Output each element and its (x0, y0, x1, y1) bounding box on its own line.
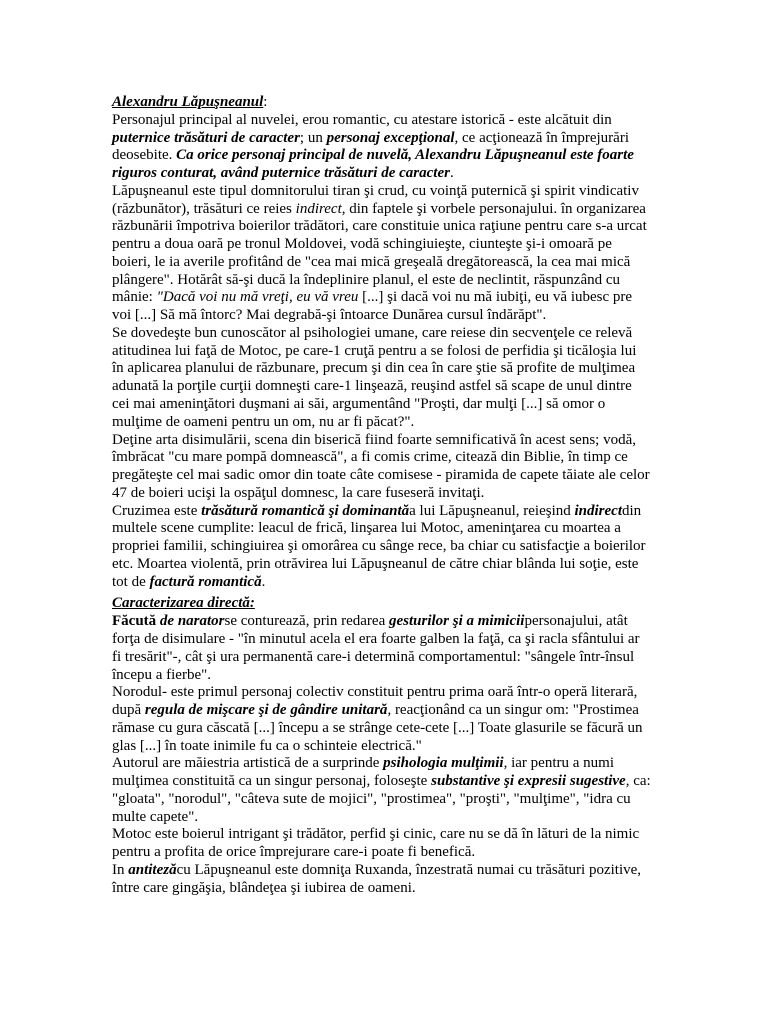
paragraph (112, 755, 651, 826)
text-run: etc. Moartea violentă, prin otrăvirea lui Lăpuşneanul de către chiar blânda lui soţie, este (112, 555, 639, 572)
text-run: propriei familii, schingiuirea şi omorârea cu sânge rece, ba chiar cu satisfacţie a boierilor (112, 538, 646, 555)
text-run: multe capete". (112, 808, 199, 825)
text-run: cei mai ameninţători duşmani ai săi, argumentând "Proşti, dar mulţi [...] să omor o (112, 396, 606, 413)
text-line (112, 631, 651, 649)
text-run: a lui Lăpuşneanul, reieşind (409, 502, 575, 519)
section-heading (112, 595, 651, 613)
paragraph (112, 684, 651, 755)
text-run: răzbunării împotriva boierilor trădători, care constituie unica raţiune pentru care s-a urcat (112, 218, 647, 235)
text-line (112, 613, 651, 631)
text-run: multele scene cumplite: leacul de frică, linşarea lui Motoc, ameninţarea cu moartea a (112, 520, 621, 537)
text-run: puternice trăsături de caracter (112, 129, 300, 146)
text-line (112, 862, 651, 880)
text-run: substantive şi expresii sugestive (431, 773, 626, 790)
text-run: din faptele şi vorbele personajului. în organizarea (345, 200, 646, 217)
text-run: Se dovedeşte bun cunoscător al psihologiei umane, care reiese din secvenţele ce relevă (112, 324, 633, 341)
text-line (112, 218, 651, 236)
text-line (112, 147, 651, 165)
text-run: "gloata", "norodul", "câteva sute de mojici", "prostimea", "proşti", "mulţime", "idra cu (112, 790, 631, 807)
text-run: [...] şi dacă voi nu mă iubiţi, eu vă iubesc pre (358, 289, 633, 306)
text-run: personajului, atât (524, 613, 628, 630)
text-run: pentru a doua oară pe tronul Moldovei, vodă schingiuieşte, ciunteşte şi-i omoară pe (112, 236, 612, 253)
text-line (112, 396, 651, 414)
text-run: Caracterizarea directă: (112, 595, 255, 612)
text-run: psihologia mulţimii (383, 755, 504, 772)
text-run: antiteză (128, 861, 177, 878)
text-line (112, 844, 651, 862)
text-line (112, 201, 651, 219)
paragraph (112, 862, 651, 898)
text-run: In (112, 861, 129, 878)
text-line (112, 325, 651, 343)
text-line (112, 378, 651, 396)
text-run: pentru a profita de orice împrejurare care-i poate fi benefică. (112, 844, 476, 861)
text-run: adunată la porţile curţii domneşti care-1 linşează, reuşind astfel să scape de unul dintre (112, 378, 632, 395)
text-run: "Dacă voi nu mă vreţi, eu vă vreu (156, 289, 359, 306)
text-run: . (261, 573, 266, 590)
paragraph (112, 432, 651, 503)
text-run: , reacţionând ca un singur om: "Prostimea (387, 702, 639, 719)
text-run: , iar pentru a numi (503, 755, 614, 772)
text-line (112, 684, 651, 702)
text-run: pregăteşte cel mai sadic omor din toate câte comisese - piramida de capete tăiate ale celor (112, 467, 650, 484)
paragraph (112, 826, 651, 862)
text-run: , ce acţionează în împrejurări (454, 129, 630, 146)
section-character-overview (112, 94, 651, 591)
text-run: ; un (299, 129, 327, 146)
paragraph (112, 112, 651, 183)
text-run: fi tresărit"-, cât şi ura permanentă care-i determină comportamentul: "sângele într-însul (112, 648, 635, 665)
document-page (112, 94, 651, 897)
text-line (112, 360, 651, 378)
text-run: între care gingăşia, blândeţea şi iubirea de oameni. (112, 879, 416, 896)
text-run: trăsătură romantică şi dominantă (201, 502, 410, 519)
text-line (112, 467, 651, 485)
text-run: cu Lăpuşneanul este domniţa Ruxanda, înzestrată numai cu trăsături pozitive, (176, 861, 642, 878)
text-line (112, 538, 651, 556)
text-run: mânie: (112, 289, 157, 306)
text-run: forţa de disimulare - "în minutul acela el era foarte galben la faţă, ca şi racla sfântului ar (112, 630, 640, 647)
text-line (112, 254, 651, 272)
text-run: mulţimea constituită ca un singur personaj, foloseşte (112, 773, 432, 790)
text-line (112, 702, 651, 720)
paragraph (112, 325, 651, 432)
text-run: se conturează, prin redarea (224, 613, 389, 630)
text-line (112, 809, 651, 827)
text-line (112, 112, 651, 130)
text-line (112, 343, 651, 361)
text-run: , ca: (625, 773, 651, 790)
text-run: Alexandru Lăpuşneanul (112, 94, 264, 110)
text-line (112, 826, 651, 844)
text-line (112, 791, 651, 809)
text-run: Ca orice personaj principal de nuvelă, Alexandru Lăpuşneanul este foarte (176, 147, 634, 164)
text-line (112, 272, 651, 290)
text-line (112, 432, 651, 450)
text-line (112, 773, 651, 791)
text-line (112, 449, 651, 467)
text-run: în aplicarea planului de răzbunare, precum şi din cea în care ştie să profite de mulţimea (112, 360, 636, 377)
text-run: plângere". Hotărât să-şi ducă la îndeplinire planul, el este de neclintit, răspunzând cu (112, 271, 621, 288)
text-run: începu a fierbe". (112, 666, 211, 683)
text-line (112, 556, 651, 574)
text-run: (răzbunător), trăsături ce reies (112, 200, 296, 217)
text-line (112, 649, 651, 667)
text-run: îmbrăcat "cu mare pompă domnească", a fi comis crime, citează din Biblie, în timp ce (112, 449, 628, 466)
text-line (112, 236, 651, 254)
text-run: Autorul are măiestria artistică de a surprinde (112, 755, 384, 772)
text-line (112, 289, 651, 307)
text-run: indirect, (295, 200, 346, 217)
paragraph (112, 183, 651, 325)
text-run: Cruzimea este (112, 502, 202, 519)
text-line (112, 720, 651, 738)
text-run: de narator (159, 613, 225, 630)
text-run: Lăpuşneanul este tipul domnitorului tiran şi crud, cu voinţă puternică şi spirit vindicativ (112, 182, 639, 199)
text-run: gesturilor şi a mimicii (389, 613, 525, 630)
text-run: tot de (112, 573, 150, 590)
text-line (112, 503, 651, 521)
text-run: 47 de boieri ucişi la ospăţul domnesc, la care fuseseră invitaţi. (112, 484, 485, 501)
text-line (112, 414, 651, 432)
text-line (112, 667, 651, 685)
text-line (112, 755, 651, 773)
text-run: personaj excepţional (326, 129, 455, 146)
text-run: boieri, le ia averile profitând de "cea mai mică greşeală dregătorească, la cea mai mică (112, 253, 631, 270)
text-line (112, 485, 651, 503)
text-run: deosebite. (112, 147, 177, 164)
text-run: regula de mişcare şi de gândire unitară (144, 702, 388, 719)
text-run: factură romantică (149, 573, 262, 590)
text-run: Motoc este boierul intrigant şi trădător, perfid şi cinic, care nu se dă în lături de la nimic (112, 826, 640, 843)
text-line (112, 130, 651, 148)
text-run: : (263, 94, 268, 110)
text-run: Deţine arta disimulării, scena din biserică fiind foarte semnificativă în acest sens; vodă, (112, 431, 636, 448)
text-run: atitudinea lui faţă de Motoc, pe care-1 cruţă pentru a se folosi de perfidia şi ticăloşia lui (112, 342, 637, 359)
text-line (112, 880, 651, 898)
text-run: . (449, 165, 454, 182)
text-run: glas [...] în toate inimile fu ca o schinteie electrică." (112, 737, 422, 754)
text-run: rămase cu gura căscată [...] începu a se strânge cete-cete [...] Toate glasurile se făcură un (112, 719, 643, 736)
text-run: mulţime de oameni pentru un om, nu ar fi păcat?". (112, 413, 415, 430)
section-heading (112, 94, 651, 112)
text-run: Personajul principal al nuvelei, erou romantic, cu atestare istorică - este alcătuit din (112, 111, 612, 128)
paragraph (112, 613, 651, 684)
text-line (112, 520, 651, 538)
text-run: după (112, 702, 145, 719)
text-line (112, 738, 651, 756)
text-line (112, 574, 651, 592)
text-run: indirect (574, 502, 622, 519)
text-line (112, 307, 651, 325)
text-run: Norodul- este primul personaj colectiv constituit pentru prima oară într-o operă literară, (112, 684, 638, 701)
text-run: din (622, 502, 642, 519)
text-run: riguros conturat, având puternice trăsături de caracter (112, 165, 450, 182)
text-line (112, 183, 651, 201)
text-line (112, 165, 651, 183)
text-run: Făcută (112, 613, 160, 630)
section-direct-characterization (112, 595, 651, 897)
text-run: voi [...] Să mă întorc? Mai degrabă-şi întoarce Dunărea cursul îndărăpt". (112, 307, 547, 324)
paragraph (112, 503, 651, 592)
